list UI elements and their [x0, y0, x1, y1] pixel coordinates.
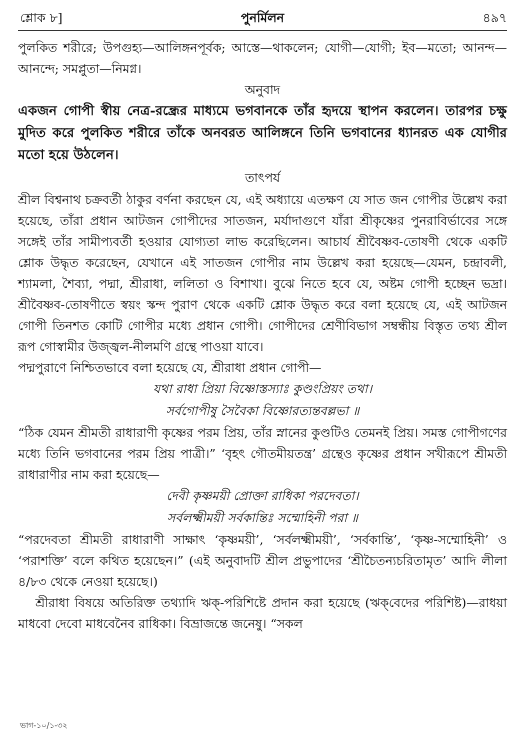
footer-signature: ভাগ-১০/১-৩২: [20, 721, 68, 730]
translation-heading: অনুবাদ: [244, 82, 281, 97]
page-number: ৪৯৭: [482, 10, 507, 25]
synonyms: পুলকিত শরীরে; উপগুহ্য—আলিঙ্গনপূর্বক; আস্তে—থাকলেন; যোগী—যোগী; ইব—মতো; আনন্দ—আনন্দে; সমপ্লুতা—নিমগ্ন।: [18, 40, 507, 76]
header-rule: [18, 30, 507, 31]
translation-text: একজন গোপী স্বীয় নেত্র-রন্ধ্রের মাধ্যমে ভগবানকে তাঁর হৃদয়ে স্থাপন করলেন। তারপর চক্ষু মুদিত করে পুলকিত শরীরে তাঁকে অনবরত আলিঙ্গনে তিনি ভগবানের ধ্যানরত এক যোগীর মতো হয়ে উঠলেন।: [18, 104, 507, 163]
purport-paragraph-1: শ্রীল বিশ্বনাথ চক্রবর্তী ঠাকুর বর্ণনা করছেন যে, এই অধ্যায়ে এতক্ষণ যে সাত জন গোপীর উল্লেখ করা হয়েছে, তাঁরা প্রধান আটজন গোপীদের সাতজন, মর্যাদাগুণে যাঁরা শ্রীকৃষ্ণের পুনরাবির্ভাবের সঙ্গে সঙ্গেই তাঁর সামীপ্যবর্তী হওয়ার যোগ্যতা লাভ করেছিলেন। আচার্য শ্রীবৈষ্ণব-তোষণী থেকে একটি শ্লোক উদ্ধৃত করেছেন, যেখানে এই সাতজন গোপীর নাম উল্লেখ করা হয়েছে—যেমন, চন্দ্রাবলী, শ্যামলা, শৈব্যা, পদ্মা, শ্রীরাধা, ললিতা ও বিশাখা। বুঝে নিতে হবে যে, অষ্টম গোপী হচ্ছেন ভদ্রা। শ্রীবৈষ্ণব-তোষণীতে স্বয়ং স্কন্দ পুরাণ থেকে একটি শ্লোক উদ্ধৃত করে বলা হয়েছে যে, এই আটজন গোপী তিনশত কোটি গোপীর মধ্যে প্রধান গোপী। গোপীদের শ্রেণীবিভাগ সম্বন্ধীয় বিস্তৃত তথ্য শ্রীল রূপ গোস্বামীর উজ্জ্বল-নীলমণি গ্রন্থে পাওয়া যাবে।: [18, 192, 507, 354]
verse-block-1: [18, 378, 507, 422]
verse-line: সর্বগোপীষু সৈবৈকা বিষ্ণোরত্যন্তবল্লভা ॥: [165, 403, 360, 418]
verse-line: সর্বলক্ষ্মীময়ী সর্বকান্তিঃ সম্মোহিনী পরা ॥: [167, 510, 358, 525]
purport-heading: তাৎপর্য: [244, 170, 281, 185]
verse-block-2: [18, 485, 507, 529]
verse-line: যথা রাধা প্রিয়া বিষ্ণোস্তস্যাঃ কুণ্ডংপ্রিয়ং তথা।: [152, 381, 373, 396]
chapter-title: পুনর্মিলন: [240, 10, 285, 25]
verse-line: দেবী কৃষ্ণময়ী প্রোক্তা রাধিকা পরদেবতা।: [166, 488, 359, 503]
page: [18, 8, 507, 634]
purport-paragraph-4: “পরদেবতা শ্রীমতী রাধারাণী সাক্ষাৎ ‘কৃষ্ণময়ী’, ‘সর্বলক্ষ্মীময়ী’, ‘সর্বকান্তি’, ‘কৃষ্ণ-সম্মোহিনী’ ও ‘পরাশক্তি’ বলে কথিত হয়েছেন।” (এই অনুবাদটি শ্রীল প্রভুপাদের ‘শ্রীচৈতন্যচরিতামৃত’ আদি লীলা ৪/৮৩ থেকে নেওয়া হয়েছে।): [18, 532, 507, 589]
purport-paragraph-3: “ঠিক যেমন শ্রীমতী রাধারাণী কৃষ্ণের পরম প্রিয়, তাঁর স্নানের কুণ্ডটিও তেমনই প্রিয়। সমস্ত গোপীগণের মধ্যে তিনি ভগবানের পরম প্রিয় পাত্রী।” ‘বৃহৎ গৌতমীয়তন্ত্র’ গ্রন্থেও কৃষ্ণের প্রধান সখীরূপে শ্রীমতী রাধারাণীর নাম করা হয়েছে—: [18, 425, 507, 482]
purport-paragraph-2: পদ্মপুরাণে নিশ্চিতভাবে বলা হয়েছে যে, শ্রীরাধা প্রধান গোপী—: [18, 360, 322, 375]
verse-number: শ্লোক ৮]: [20, 10, 63, 25]
running-header: [18, 8, 507, 28]
purport-paragraph-5: শ্রীরাধা বিষয়ে অতিরিক্ত তথ্যাদি ঋক্-পরিশিষ্টে প্রদান করা হয়েছে (ঋক্‌বেদের পরিশিষ্ট)—রাধয়া মাধবো দেবো মাধবেনৈব রাধিকা। বিভ্রাজন্তে জনেষু। “সকল: [18, 595, 507, 631]
